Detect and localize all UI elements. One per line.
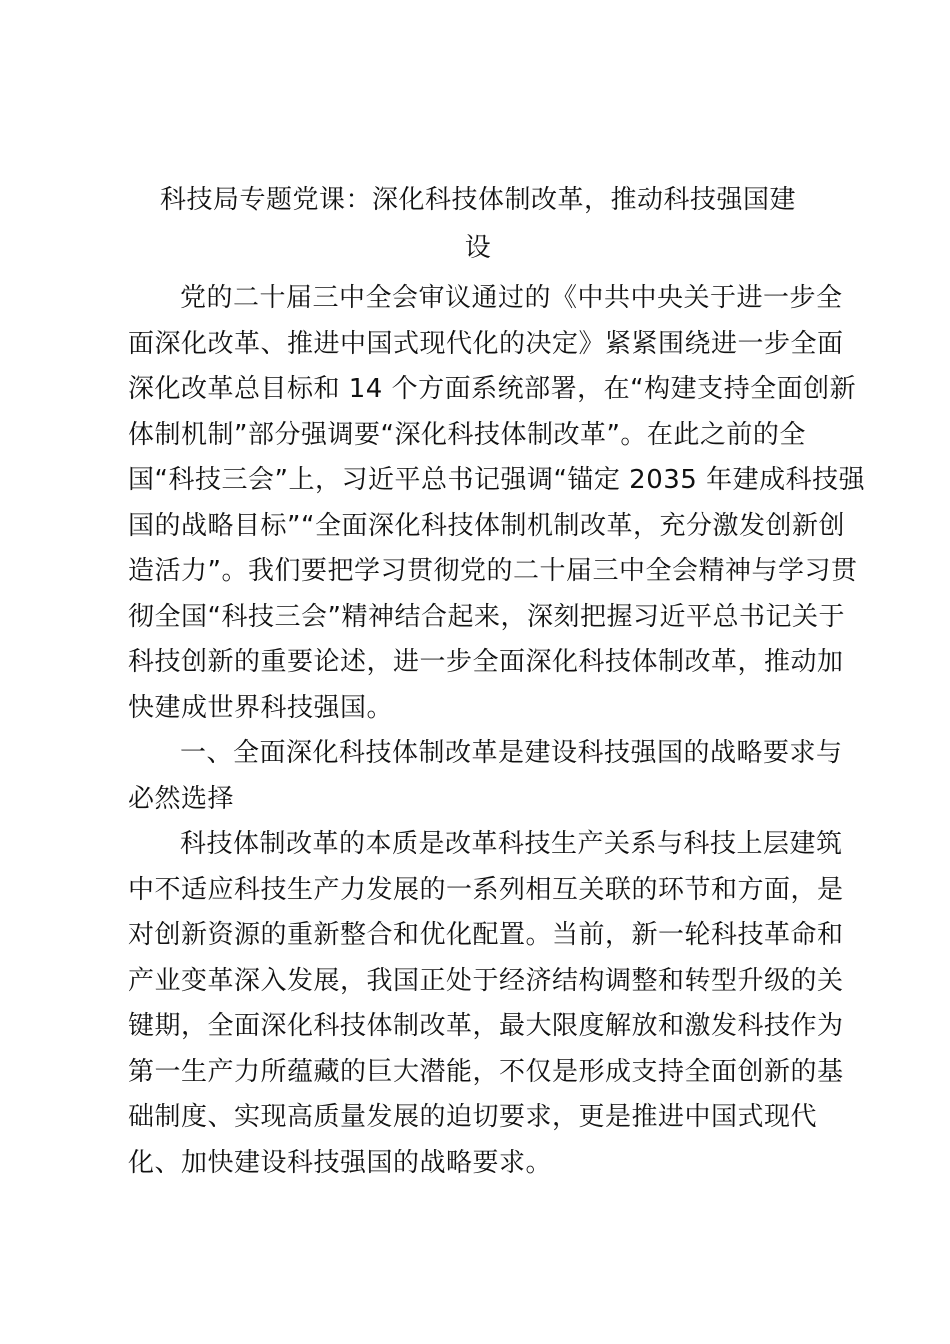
paragraph-line: 科技创新的重要论述，进一步全面深化科技体制改革，推动加	[128, 647, 844, 677]
paragraph-line: 彻全国“科技三会”精神结合起来，深刻把握习近平总书记关于	[128, 602, 845, 632]
section-heading-line: 必然选择	[128, 784, 235, 814]
paragraph-line: 面深化改革、推进中国式现代化的决定》紧紧围绕进一步全面	[128, 329, 844, 359]
paragraph-line: 础制度、实现高质量发展的迫切要求，更是推进中国式现代	[128, 1102, 818, 1132]
paragraph-line: 快建成世界科技强国。	[128, 693, 394, 723]
paragraph-line: 化、加快建设科技强国的战略要求。	[128, 1148, 553, 1178]
paragraph-line: 第一生产力所蕴藏的巨大潜能，不仅是形成支持全面创新的基	[128, 1057, 844, 1087]
paragraph-line: 体制机制”部分强调要“深化科技体制改革”。在此之前的全	[128, 420, 806, 450]
title-line: 设	[464, 233, 492, 263]
paragraph-line: 产业变革深入发展，我国正处于经济结构调整和转型升级的关	[128, 966, 844, 996]
section-heading-line: 一、全面深化科技体制改革是建设科技强国的战略要求与	[180, 738, 843, 768]
title-line: 科技局专题党课：深化科技体制改革，推动科技强国建	[159, 185, 796, 215]
paragraph-line: 党的二十届三中全会审议通过的《中共中央关于进一步全	[180, 283, 843, 313]
paragraph-line: 科技体制改革的本质是改革科技生产关系与科技上层建筑	[180, 829, 843, 859]
paragraph-line: 造活力”。我们要把学习贯彻党的二十届三中全会精神与学习贯	[128, 556, 858, 586]
paragraph-line: 国的战略目标”“全面深化科技体制机制改革，充分激发创新创	[128, 511, 845, 541]
paragraph-line: 键期，全面深化科技体制改革，最大限度解放和激发科技作为	[128, 1011, 844, 1041]
paragraph-line: 对创新资源的重新整合和优化配置。当前，新一轮科技革命和	[128, 920, 844, 950]
paragraph-line: 深化改革总目标和 14 个方面系统部署，在“构建支持全面创新	[128, 374, 857, 404]
paragraph-line: 国“科技三会”上，习近平总书记强调“锚定 2035 年建成科技强	[128, 465, 866, 495]
paragraph-line: 中不适应科技生产力发展的一系列相互关联的环节和方面，是	[128, 875, 844, 905]
document-title	[118, 176, 838, 272]
